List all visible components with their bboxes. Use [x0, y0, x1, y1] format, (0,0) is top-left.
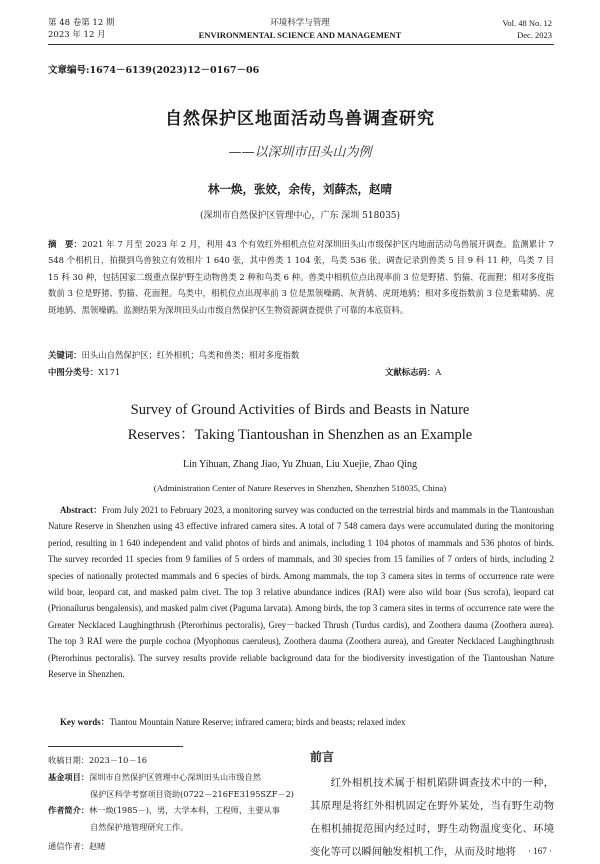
- corresponding-author: 通信作者：赵晴: [48, 840, 106, 851]
- author-label: 作者简介：: [48, 805, 89, 816]
- affiliation-en: (Administration Center of Nature Reserves in Shenzhen, Shenzhen 518035, China): [153, 483, 447, 493]
- title-en-line2: Reserves：Taking Tiantoushan in Shenzhen as an Example: [127, 427, 473, 443]
- footnote-divider: [48, 746, 183, 747]
- fund-line1: 深圳市自然保护区管理中心深圳田头山市级自然: [88, 771, 261, 782]
- volume-issue-zh: 第 48 卷第 12 期: [48, 18, 115, 28]
- author-line1: 林一焕(1985－)，男，大学本科，工程师，主要从事: [88, 805, 280, 816]
- keywords-zh-label: 关键词：: [48, 350, 82, 360]
- keywords-en-label: Key words：: [60, 717, 110, 727]
- header-divider: [48, 44, 554, 45]
- clc-label: 中图分类号：: [48, 367, 99, 377]
- doc-code-value: A: [435, 367, 442, 377]
- article-number: 文章编号:1674－6139(2023)12－0167－06: [48, 65, 260, 76]
- page-number: · 167 ·: [528, 846, 552, 856]
- volume-issue-en: Vol. 48 No. 12: [502, 18, 552, 28]
- date-zh: 2023 年 12 月: [48, 30, 106, 40]
- affiliation-zh: (深圳市自然保护区管理中心，广东 深圳 518035): [199, 211, 401, 221]
- journal-name-en: ENVIRONMENTAL SCIENCE AND MANAGEMENT: [198, 30, 402, 40]
- date-en: Dec. 2023: [517, 30, 552, 40]
- keywords-zh: [48, 347, 554, 363]
- fund-label: 基金项目：: [48, 771, 89, 782]
- title-zh: 自然保护区地面活动鸟兽调查研究: [165, 109, 435, 129]
- title-en-line1: Survey of Ground Activities of Birds and Beasts in Nature: [130, 402, 470, 418]
- author-line2: 自然保护地管理研究工作。: [90, 822, 189, 833]
- doc-code-label: 文献标志码：: [385, 367, 436, 377]
- authors-en: Lin Yihuan, Zhang Jiao, Yu Zhuan, Liu Xuejie, Zhao Qing: [183, 459, 417, 470]
- title-en: [0, 398, 600, 448]
- footnotes: [48, 752, 298, 855]
- abstract-zh-text: 2021 年 7 月至 2023 年 2 月，利用 43 个有效红外相机点位对深圳田头山市级保护区内地面活动鸟兽展开调查。监测累计 7 548 个相机日，拍摄到鸟兽独立有效相片 1 640 张，其中兽类 1 104 张，鸟类 536 张。调查记录到兽类 5 目 9 科 11 种，鸟类 7 目 15 科 30 种，包括国家二级重点保护野生动物兽类 2 种和鸟类 6 种。兽类中相机位点出现率前 3 位是野猪、豹猫、花面狸；相对多度指数前 3 位是野猪、豹猫、花面狸。鸟类中，相机位点出现率前 3 位是黑领噪鹛、灰背鸫、虎斑地鸫；相对多度指数前 3 位是紫啸鸫、虎斑地鸫、黑领噪鹛。监测结果为深圳田头山市级自然保护区生物资源调查提供了可靠的本底资料。: [48, 239, 555, 315]
- abstract-en-text: From July 2021 to February 2023, a monitoring survey was conducted on the terrestrial birds and mammals in the Tiantoushan Nature Reserve in Shenzhen using 43 effective infrared camera sites. A total of 7 548 camera days were accumulated during the monitoring period, resulting in 1 640 independent and valid photos of birds and animals, including 1 104 photos of mammals and 536 photos of birds. The survey recorded 11 species from 9 families of 5 orders of mammals, and 30 species from 15 families of 7 orders of birds, including 2 species of nationally protected mammals and 6 species of birds. Among mammals, the top 3 camera sites in terms of occurrence rate were wild boar, leopard cat, and masked palm civet. The top 3 relative abundance indices (RAI) were also wild boar (Sus scrofa), leopard cat (Prionailurus bengalensis), and masked palm civet (Paguma larvata). Among birds, the top 3 camera sites in terms of occurrence rate were the Greater Necklaced Laughingthrush (Pterorhinus pectoralis), Grey－backed Thrush (Turdus cardis), and Zoothera dauma (Zoothera aurea). The top 3 RAI were the purple cochoa (Myophonus caeruleus), Zoothera dauma (Zoothera aurea), and Greater Necklaced Laughingthrush (Pterorhinus pectoralis). The survey results provide reliable background data for the biodiversity investigation of the Tiantoushan Nature Reserve in Shenzhen.: [48, 505, 554, 680]
- intro-heading: 前言: [310, 750, 335, 764]
- keywords-zh-text: 田头山自然保护区；红外相机；鸟类和兽类；相对多度指数: [81, 350, 300, 360]
- authors-zh: 林一焕，张姣，余传，刘薛杰，赵晴: [208, 182, 392, 196]
- intro-text: 红外相机技术属于相机陷阱调查技术中的一种，其原理是将红外相机固定在野外某处，当有野生动物在相机捕捉范围内经过时，野生动物温度变化、环境变化等可以瞬间触发相机工作，从而及时地将: [310, 777, 554, 858]
- abstract-zh-label: 摘 要：: [48, 239, 83, 249]
- clc-value: X171: [98, 367, 121, 377]
- abstract-en: [48, 502, 554, 682]
- header-right: [502, 17, 552, 41]
- journal-name-zh: 环境科学与管理: [270, 18, 330, 28]
- keywords-en-text: Tiantou Mountain Nature Reserve; infrared camera; birds and beasts; relaxed index: [109, 717, 406, 727]
- received-date: 收稿日期：2023－10－16: [48, 755, 147, 765]
- fund-info: [48, 769, 298, 786]
- author-info: [48, 802, 298, 819]
- subtitle-zh: ——以深圳市田头山为例: [228, 145, 372, 160]
- abstract-zh: [48, 236, 554, 318]
- clc-number: [48, 364, 120, 380]
- document-code: [385, 364, 441, 380]
- abstract-en-label: Abstract：: [60, 505, 103, 515]
- fund-line2: 保护区科学考察项目资助(0722－216FE3195SZF－2): [90, 788, 294, 799]
- keywords-en: [60, 714, 554, 730]
